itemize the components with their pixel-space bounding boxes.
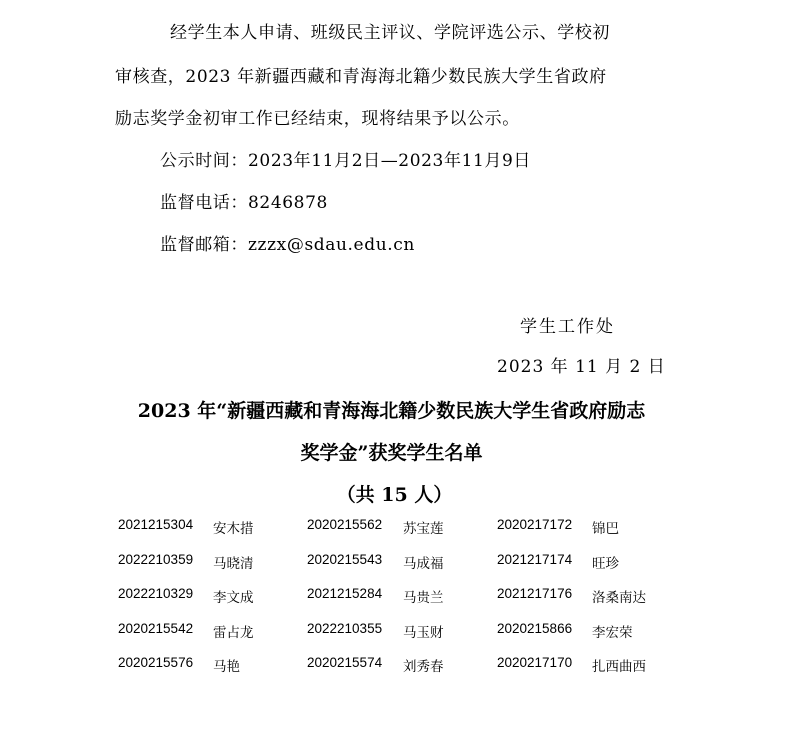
student-name: 李文成 xyxy=(213,590,254,605)
student-id: 2020215866 xyxy=(497,620,573,636)
signature-date: 2023 年 11 月 2 日 xyxy=(497,357,666,377)
student-id: 2020217170 xyxy=(497,655,573,670)
student-name: 马晓清 xyxy=(213,555,254,571)
student-id: 2020215543 xyxy=(307,551,383,567)
notice-line-1: 经学生本人申请、班级民主评议、学院评选公示、学校初 xyxy=(170,23,610,43)
student-id: 2021217174 xyxy=(497,551,573,567)
list-title-count: （共 15 人） xyxy=(336,484,453,506)
student-name: 雷占龙 xyxy=(213,624,254,640)
student-name: 苏宝莲 xyxy=(403,521,444,536)
student-id: 2020215574 xyxy=(307,655,383,670)
student-id: 2020215562 xyxy=(307,517,383,532)
student-id: 2020215576 xyxy=(118,655,194,670)
student-name: 刘秀春 xyxy=(403,659,444,674)
signature-department: 学生工作处 xyxy=(520,317,615,337)
student-id: 2021217176 xyxy=(497,586,573,601)
student-name: 马贵兰 xyxy=(403,590,444,605)
notice-line-2: 审核查，2023 年新疆西藏和青海海北籍少数民族大学生省政府 xyxy=(115,67,607,87)
student-id: 2022210359 xyxy=(118,551,194,567)
supervision-email: 监督邮箱：zzzx@sdau.edu.cn xyxy=(160,235,415,255)
list-title-line-1: 2023 年“新疆西藏和青海海北籍少数民族大学生省政府励志 xyxy=(137,400,646,422)
student-id: 2022210355 xyxy=(307,620,383,636)
student-name: 安木措 xyxy=(213,521,254,536)
list-title-line-2: 奖学金”获奖学生名单 xyxy=(300,442,483,464)
student-id: 2022210329 xyxy=(118,586,194,601)
student-id: 2020217172 xyxy=(497,517,573,532)
student-name: 扎西曲西 xyxy=(592,659,646,674)
student-name: 李宏荣 xyxy=(592,624,633,640)
student-name: 洛桑南达 xyxy=(592,590,646,605)
student-name: 马艳 xyxy=(213,659,240,674)
student-name: 马成福 xyxy=(403,555,444,571)
supervision-phone: 监督电话：8246878 xyxy=(160,193,328,213)
publicity-period: 公示时间：2023年11月2日—2023年11月9日 xyxy=(160,151,532,171)
student-id: 2020215542 xyxy=(118,620,194,636)
notice-line-3: 励志奖学金初审工作已经结束，现将结果予以公示。 xyxy=(115,109,520,129)
student-id: 2021215304 xyxy=(118,517,194,532)
student-name: 马玉财 xyxy=(403,624,444,640)
student-name: 锦巴 xyxy=(592,521,619,536)
student-id: 2021215284 xyxy=(307,586,383,601)
student-name: 旺珍 xyxy=(592,555,619,571)
